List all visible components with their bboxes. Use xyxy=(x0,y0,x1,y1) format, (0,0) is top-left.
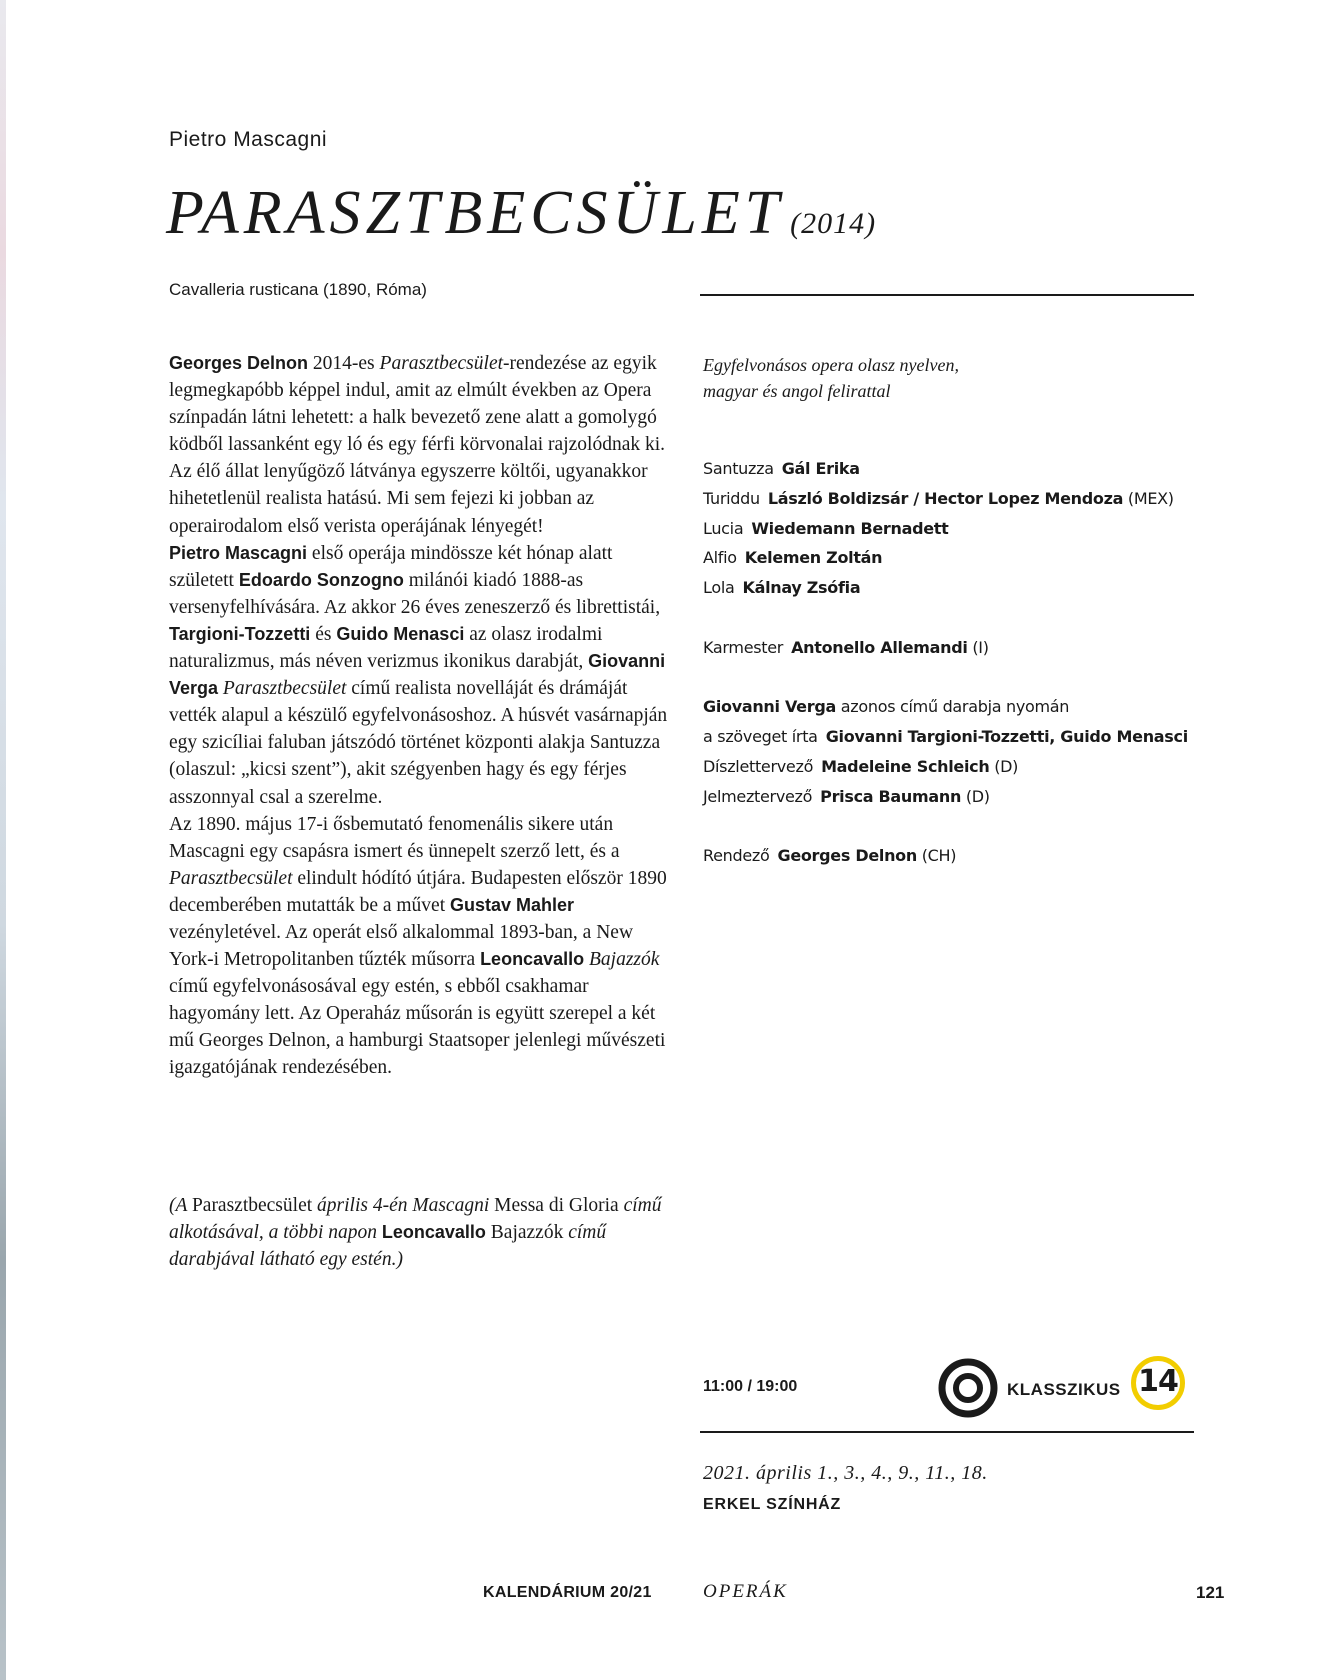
paragraph xyxy=(169,350,669,540)
subtitle-line: magyar és angol felirattal xyxy=(703,381,891,401)
footer-publication: KALENDÁRIUM 20/21 xyxy=(483,1584,652,1601)
text-run: című alkotásával, a többi napon xyxy=(169,1195,662,1243)
text-run: vezényletével. Az operát első alkalommal 1893-ban, a New York-i Metropolitanben tűzték műsorra xyxy=(169,921,634,971)
credits-gap xyxy=(703,812,1188,842)
credits-gap xyxy=(703,663,1188,693)
credit-row xyxy=(703,484,1188,514)
work-title: Messa di Gloria xyxy=(494,1195,619,1216)
credit-name: Kálnay Zsófia xyxy=(742,578,861,598)
performance-dates: 2021. április 1., 3., 4., 9., 11., 18. xyxy=(703,1462,988,1484)
credit-row xyxy=(703,841,1188,871)
credit-role: Karmester xyxy=(703,637,784,657)
credit-name: Giovanni Targioni-Tozzetti, Guido Menasci xyxy=(825,727,1188,747)
credit-row xyxy=(703,543,1188,573)
work-title: Parasztbecsület xyxy=(222,678,347,700)
text-run: című egyfelvonásosával egy estén, s ebből csakhamar hagyomány lett. Az Operaház műsorán is együtt szerepel a két mű Georges Delnon, a hamburgi Staatsoper jelenlegi művészeti igazgatójának rendezésében. xyxy=(169,976,666,1079)
credit-row xyxy=(703,573,1188,603)
credit-name: Kelemen Zoltán xyxy=(744,548,883,568)
original-title-subtitle: Cavalleria rusticana (1890, Róma) xyxy=(169,280,427,299)
text-run: 2014-es xyxy=(308,353,380,374)
work-title: Parasztbecsület xyxy=(169,867,293,889)
page-edge-strip xyxy=(0,0,6,1680)
credits-list xyxy=(703,454,1188,871)
bold-name: Giovanni Verga xyxy=(169,651,666,699)
credit-role: Turiddu xyxy=(703,488,760,508)
paragraph xyxy=(169,540,669,811)
credit-name: Wiedemann Bernadett xyxy=(751,518,949,538)
credit-row xyxy=(703,752,1188,782)
venue-name: ERKEL SZÍNHÁZ xyxy=(703,1496,842,1513)
credit-role: Díszlettervező xyxy=(703,756,814,776)
work-title: Bajazzók xyxy=(490,1222,564,1243)
bold-name: Leoncavallo xyxy=(480,949,585,970)
target-ring-icon xyxy=(938,1358,998,1418)
page-title xyxy=(166,179,877,247)
text-run: április 4-én Mascagni xyxy=(312,1195,495,1216)
credit-role: Jelmeztervező xyxy=(703,786,813,806)
composer-name: Pietro Mascagni xyxy=(169,128,328,151)
text-run: (A xyxy=(169,1195,192,1216)
credit-name: Georges Delnon xyxy=(777,846,917,866)
text-run: Az 1890. május 17-i ősbemutató fenomenális sikere után Mascagni egy csapásra ismert és ünnepelt szerző lett, és a xyxy=(169,813,620,862)
credit-note: (D) xyxy=(989,756,1019,776)
work-title: Parasztbecsület xyxy=(379,353,504,374)
language-line: Egyfelvonásos opera olasz nyelven, xyxy=(703,355,959,375)
bold-name: Gustav Mahler xyxy=(450,894,575,915)
text-run: az olasz irodalmi naturalizmus, más néven verizmus ikonikus darabját, xyxy=(169,623,603,673)
production-year: (2014) xyxy=(790,207,877,240)
performance-times: 11:00 / 19:00 xyxy=(703,1378,798,1395)
credit-role: Santuzza xyxy=(703,459,774,478)
credit-row xyxy=(703,514,1188,544)
header-divider xyxy=(700,294,1194,296)
footer-section: OPERÁK xyxy=(703,1581,788,1602)
credit-name: László Boldizsár / Hector Lopez Mendoza xyxy=(767,488,1124,508)
text-run: első operája mindössze két hónap alatt született xyxy=(169,542,613,591)
credit-role: a szöveget írta xyxy=(703,727,818,747)
page-number: 121 xyxy=(1196,1583,1225,1602)
credit-row xyxy=(703,692,1188,722)
credits-gap xyxy=(703,603,1188,633)
age-rating-number: 14 xyxy=(1138,1364,1178,1399)
credit-role: Rendező xyxy=(703,846,770,866)
work-title: Bajazzók xyxy=(588,949,660,971)
bold-name: Targioni-Tozzetti xyxy=(169,623,311,644)
credit-name: Giovanni Verga xyxy=(703,697,836,717)
credit-row xyxy=(703,782,1188,812)
credit-note: (MEX) xyxy=(1123,488,1174,508)
text-run: című realista novelláját és drámáját vették alapul a készülő egyfelvonásoshoz. A húsvét vasárnapján egy szicíliai faluban játszódó történet központi alakja Santuzza (olaszul: „kicsi szent”), akit szégyenben hagy és egy férjes asszonnyal csal a szerelme. xyxy=(169,678,668,808)
performance-note xyxy=(169,1192,669,1273)
credit-name: Antonello Allemandi xyxy=(791,637,968,657)
credit-note: azonos című darabja nyomán xyxy=(835,697,1070,717)
category-label: KLASSZIKUS xyxy=(1007,1380,1121,1399)
credit-name: Madeleine Schleich xyxy=(821,756,990,776)
credit-role: Lola xyxy=(703,578,735,598)
credit-row xyxy=(703,454,1188,484)
text-run: és xyxy=(310,623,337,645)
text-run: milánói kiadó 1888-as versenyfelhívására. Az akkor 26 éves zeneszerző és librettistái, xyxy=(169,569,661,618)
bold-name: Leoncavallo xyxy=(381,1222,486,1242)
bold-name: Georges Delnon xyxy=(169,353,309,373)
schedule-divider xyxy=(700,1431,1194,1433)
credit-role: Alfio xyxy=(703,548,737,568)
work-title: Parasztbecsület xyxy=(191,1195,313,1216)
bold-name: Pietro Mascagni xyxy=(169,542,308,563)
credit-note: (D) xyxy=(961,786,990,806)
credit-note: (CH) xyxy=(916,846,957,866)
opera-title: PARASZTBECSÜLET xyxy=(166,179,785,247)
credit-row xyxy=(703,633,1188,663)
credit-row xyxy=(703,722,1188,752)
text-run: elindult hódító útjára. Budapesten először 1890 decemberében mutatták be a művet xyxy=(169,867,667,916)
credit-name: Prisca Baumann xyxy=(820,786,962,806)
credit-role: Lucia xyxy=(703,518,744,538)
credit-name: Gál Erika xyxy=(781,459,860,478)
credit-note: (I) xyxy=(967,637,989,657)
language-info xyxy=(703,352,959,404)
text-run: című darabjával látható egy estén.) xyxy=(169,1222,607,1270)
article-body xyxy=(169,350,669,1082)
bold-name: Edoardo Sonzogno xyxy=(238,569,404,590)
paragraph xyxy=(169,811,669,1082)
text-run: -rendezése az egyik legmegkapóbb képpel indul, amit az elmúlt években az Opera színpadán látni lehetett: a halk bevezető zene alatt a gomolygó ködből lassanként egy ló és egy férfi körvonalai rajzolódnak ki. Az élő állat lenyűgöző látványa egyszerre költői, ugyanakkor hihetetlenül realista hatású. Mi sem fejezi ki jobban az operairodalom első verista operájának lényegét! xyxy=(169,353,666,537)
bold-name: Guido Menasci xyxy=(336,623,465,644)
